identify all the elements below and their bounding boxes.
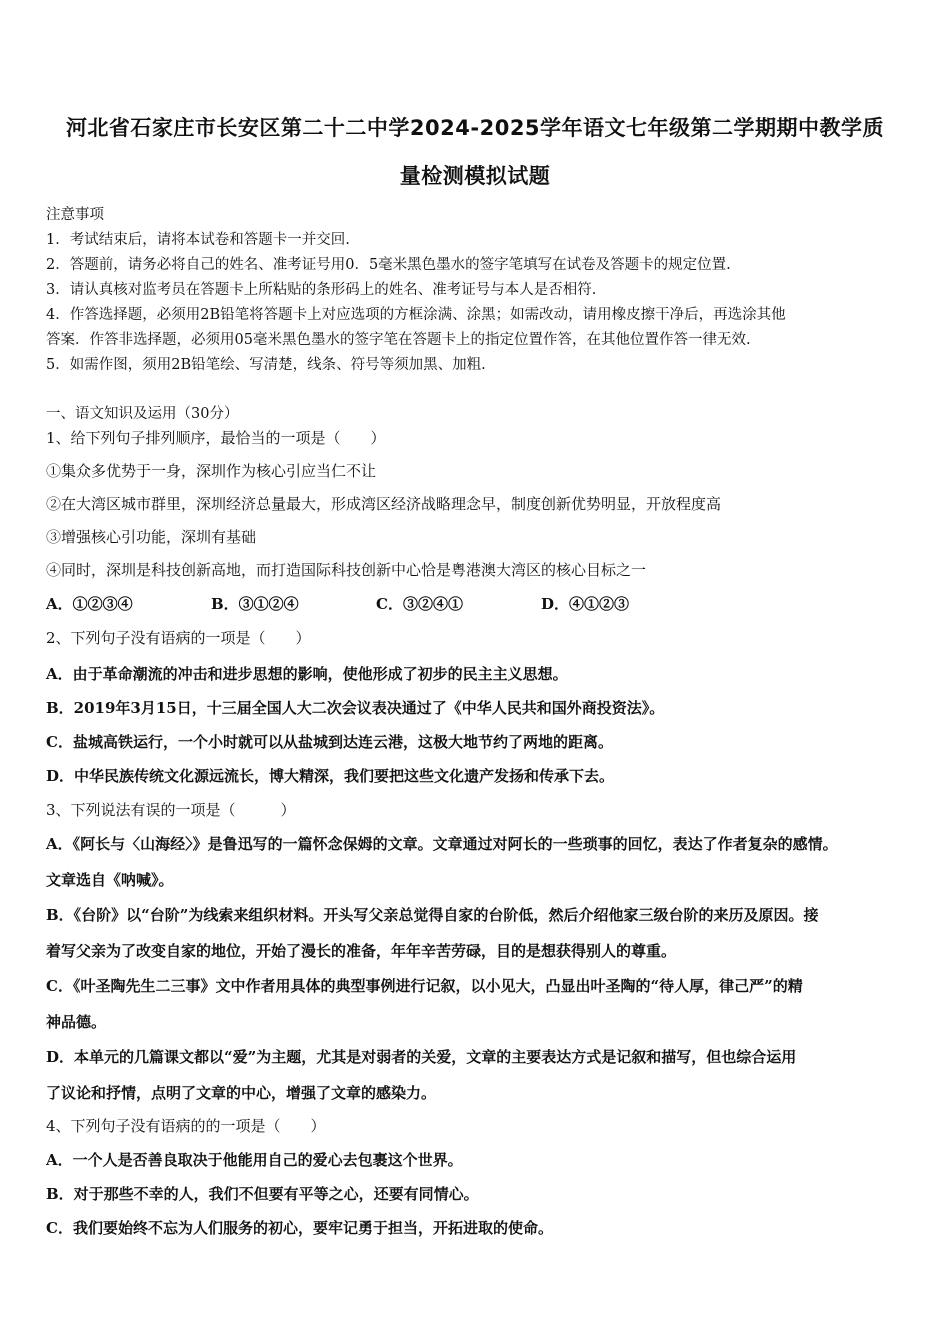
question-4-stem: 4、下列句子没有语病的的一项是（ ）	[46, 1117, 326, 1135]
notice-item: 2．答题前，请务必将自己的姓名、准考证号用0．5毫米黑色墨水的签字笔填写在试卷及答题卡的规定位置.	[46, 257, 731, 273]
question-3-option-b-line-2: 着写父亲为了改变自家的地位，开始了漫长的准备，年年辛苦劳碌，目的是想获得别人的尊重。	[46, 942, 677, 960]
question-2-option: D．中华民族传统文化源远流长，博大精深，我们要把这些文化遗产发扬和传承下去。	[46, 767, 615, 785]
question-4-option: A．一个人是否善良取决于他能用自己的爱心去包裹这个世界。	[46, 1151, 463, 1169]
question-3-stem: 3、下列说法有误的一项是（ ）	[46, 801, 296, 819]
question-3-option-a-line-1: A．《阿长与〈山海经〉》是鲁迅写的一篇怀念保姆的文章。文章通过对阿长的一些琐事的回忆，表达了作者复杂的感情。	[46, 835, 838, 853]
notice-item: 5．如需作图，须用2B铅笔绘、写清楚，线条、符号等须加黑、加粗.	[46, 357, 486, 373]
exam-title-line-2: 量检测模拟试题	[399, 164, 551, 188]
question-3-option-c-line-2: 神品德。	[46, 1013, 107, 1031]
question-3-option-d-line-2: 了议论和抒情，点明了文章的中心，增强了文章的感染力。	[46, 1084, 437, 1102]
question-1-sentence: ④同时，深圳是科技创新高地，而打造国际科技创新中心恰是粤港澳大湾区的核心目标之一	[46, 561, 647, 579]
notice-item: 1．考试结束后，请将本试卷和答题卡一并交回.	[46, 232, 350, 248]
question-1-sentence: ②在大湾区城市群里，深圳经济总量最大，形成湾区经济战略理念早，制度创新优势明显，开放程度高	[46, 495, 722, 513]
question-2-option: C．盐城高铁运行，一个小时就可以从盐城到达连云港，这极大地节约了两地的距离。	[46, 733, 613, 751]
notice-item: 3．请认真核对监考员在答题卡上所粘贴的条形码上的姓名、准考证号与本人是否相符.	[46, 282, 597, 298]
question-3-option-c-line-1: C．《叶圣陶先生二三事》文中作者用具体的典型事例进行记叙，以小见大，凸显出叶圣陶的“待人厚，律己严”的精	[46, 977, 803, 995]
question-3-option-d-line-1: D．本单元的几篇课文都以“爱”为主题，尤其是对弱者的关爱，文章的主要表达方式是记叙和描写，但也综合运用	[46, 1048, 797, 1066]
notice-heading: 注意事项	[46, 207, 104, 223]
option-b: B．③①②④	[211, 595, 299, 613]
question-1-sentence: ①集众多优势于一身，深圳作为核心引应当仁不让	[46, 462, 377, 480]
question-3-option-a-line-2: 文章选自《呐喊》。	[46, 871, 174, 889]
option-d: D．④①②③	[541, 595, 630, 613]
notice-item: 4．作答选择题，必须用2B铅笔将答题卡上对应选项的方框涂满、涂黑；如需改动，请用橡皮擦干净后，再选涂其他	[46, 307, 786, 323]
question-3-option-b-line-1: B．《台阶》以“台阶”为线索来组织材料。开头写父亲总觉得自家的台阶低，然后介绍他家三级台阶的来历及原因。接	[46, 906, 819, 924]
question-1-stem: 1、给下列句子排列顺序，最恰当的一项是（ ）	[46, 429, 386, 447]
option-a: A．①②③④	[46, 595, 133, 613]
exam-title-line-1: 河北省石家庄市长安区第二十二中学2024-2025学年语文七年级第二学期期中教学质	[65, 116, 885, 140]
question-1-sentence: ③增强核心引功能，深圳有基础	[46, 528, 257, 546]
question-2-stem: 2、下列句子没有语病的一项是（ ）	[46, 629, 311, 647]
notice-item: 答案．作答非选择题，必须用05毫米黑色墨水的签字笔在答题卡上的指定位置作答，在其他位置作答一律无效.	[46, 332, 751, 348]
question-4-option: B．对于那些不幸的人，我们不但要有平等之心，还要有同情心。	[46, 1185, 479, 1203]
question-2-option: B．2019年3月15日，十三届全国人大二次会议表决通过了《中华人民共和国外商投资法》。	[46, 699, 665, 717]
question-4-option: C．我们要始终不忘为人们服务的初心，要牢记勇于担当，开拓进取的使命。	[46, 1219, 553, 1237]
option-c: C．③②④①	[376, 595, 463, 613]
section-heading: 一、语文知识及运用（30分）	[46, 406, 239, 422]
question-2-option: A．由于革命潮流的冲击和进步思想的影响，使他形成了初步的民主主义思想。	[46, 665, 568, 683]
